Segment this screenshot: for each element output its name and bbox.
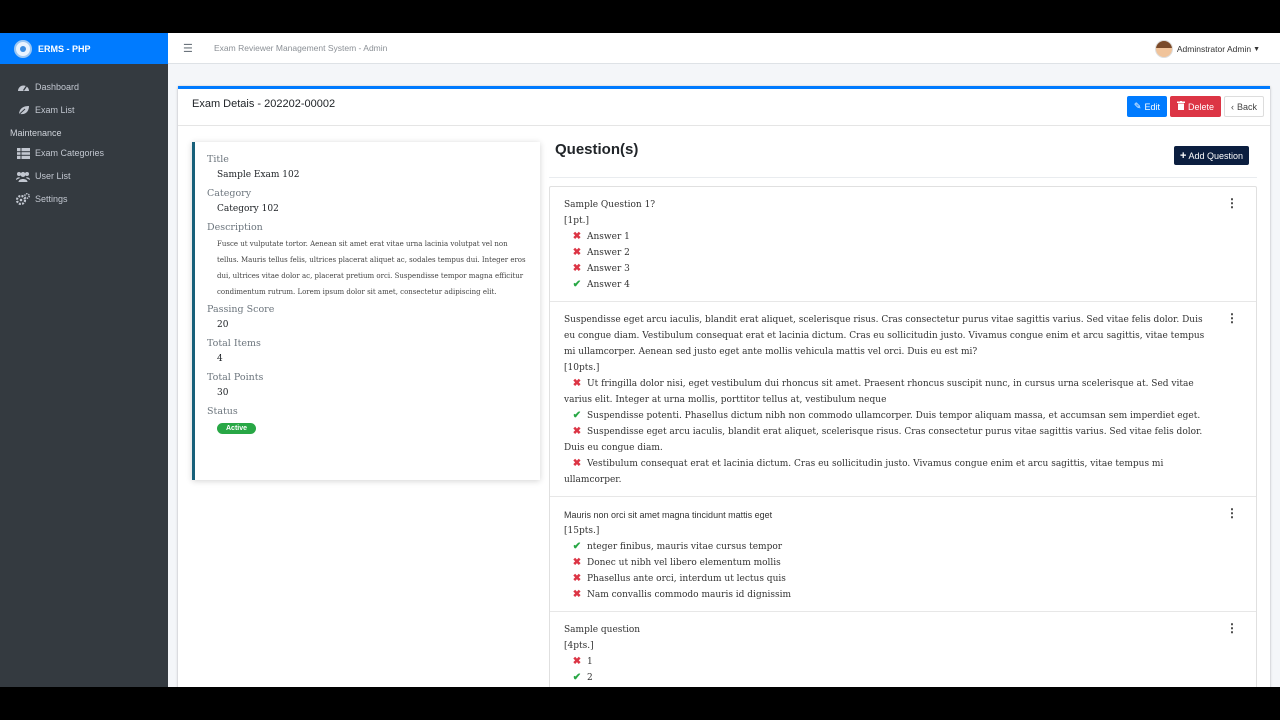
delete-label: Delete bbox=[1187, 101, 1214, 112]
logo-icon bbox=[14, 40, 32, 58]
edit-icon: ✎ bbox=[1133, 101, 1142, 111]
question-points: [15pts.] bbox=[564, 526, 600, 536]
x-icon: ✖ bbox=[572, 231, 582, 242]
question-points: [1pt.] bbox=[564, 216, 589, 226]
sidebar-item-user-list[interactable] bbox=[0, 165, 168, 187]
category-label: Category bbox=[207, 188, 252, 199]
kebab-menu-icon[interactable]: ⋮ bbox=[1226, 311, 1238, 325]
system-title: Exam Reviewer Management System - Admin bbox=[214, 43, 388, 53]
x-icon: ✖ bbox=[572, 426, 582, 437]
sidebar-item-label: User List bbox=[35, 171, 71, 181]
check-icon: ✔ bbox=[572, 410, 582, 421]
x-icon: ✖ bbox=[572, 247, 582, 258]
back-label: Back bbox=[1236, 101, 1257, 112]
x-icon: ✖ bbox=[572, 458, 582, 469]
answer-text: Answer 2 bbox=[587, 248, 630, 258]
question-points: [10pts.] bbox=[564, 363, 600, 373]
dashboard-icon bbox=[16, 81, 30, 93]
x-icon: ✖ bbox=[572, 263, 582, 274]
card-header bbox=[178, 89, 1270, 126]
sidebar-item-label: Exam List bbox=[35, 105, 75, 115]
answer-text: nteger finibus, mauris vitae cursus tempor bbox=[587, 542, 783, 552]
sidebar-item-dashboard[interactable] bbox=[0, 76, 168, 98]
check-icon: ✔ bbox=[572, 672, 582, 683]
sidebar bbox=[0, 33, 168, 687]
exam-info-panel bbox=[192, 142, 540, 480]
answer-item bbox=[564, 587, 1216, 603]
sidebar-item-exam-list[interactable] bbox=[0, 99, 168, 121]
add-question-button[interactable] bbox=[1174, 146, 1249, 165]
description-label: Description bbox=[207, 222, 263, 233]
sidebar-section-maintenance: Maintenance bbox=[10, 128, 62, 138]
top-navbar bbox=[168, 33, 1280, 64]
question-list bbox=[549, 186, 1257, 687]
question-text: Sample Question 1? bbox=[564, 200, 656, 210]
sidebar-item-label: Exam Categories bbox=[35, 148, 105, 158]
title-value: Sample Exam 102 bbox=[217, 170, 300, 180]
exam-details-card bbox=[178, 86, 1270, 687]
description-value: Fusce ut vulputate tortor. Aenean sit amet erat vitae urna lacinia volutpat vel non tellus. Mauris tellus felis, ultrices placerat aliquet ac, sodales tempus dui. Integer eros dui, ultrices vitae dolor ac, placerat pretium orci. Suspendisse tempor magna efficitur condimentum rutrum. Lorem ipsum dolor sit amet, consectetur adipiscing elit. bbox=[217, 240, 526, 296]
status-badge: Active bbox=[217, 423, 256, 434]
trash-icon bbox=[1177, 101, 1185, 112]
leaf-icon bbox=[16, 104, 30, 116]
caret-down-icon: ▼ bbox=[1253, 45, 1260, 53]
gears-icon bbox=[16, 193, 30, 205]
kebab-menu-icon[interactable]: ⋮ bbox=[1226, 621, 1238, 635]
page-title: Exam Detais - 202202-00002 bbox=[192, 98, 336, 110]
app-frame bbox=[0, 33, 1280, 687]
plus-icon: + bbox=[1180, 149, 1187, 162]
question-text: Sample question bbox=[564, 625, 641, 635]
answer-text: Nam convallis commodo mauris id dignissim bbox=[587, 590, 792, 600]
questions-header bbox=[549, 138, 1257, 178]
x-icon: ✖ bbox=[572, 378, 582, 389]
title-label: Title bbox=[207, 154, 229, 165]
answer-item bbox=[564, 670, 1216, 686]
answer-text: Donec ut nibh vel libero elementum mollis bbox=[587, 558, 781, 568]
answer-item bbox=[564, 571, 1216, 587]
question-points: [4pts.] bbox=[564, 641, 594, 651]
users-icon bbox=[16, 170, 30, 182]
delete-button[interactable] bbox=[1170, 96, 1221, 117]
status-label: Status bbox=[207, 406, 238, 417]
total-points-value: 30 bbox=[217, 388, 229, 398]
kebab-menu-icon[interactable]: ⋮ bbox=[1226, 196, 1238, 210]
check-icon: ✔ bbox=[572, 541, 582, 552]
question-text: Mauris non orci sit amet magna tincidunt mattis eget bbox=[564, 510, 773, 520]
answer-text: Suspendisse potenti. Phasellus dictum nibh non commodo ullamcorper. Duis tempor aliquam massa, et accumsan sem imperdiet eget. bbox=[587, 411, 1201, 421]
answer-item bbox=[564, 408, 1216, 424]
answer-text: Ut fringilla dolor nisi, eget vestibulum dui rhoncus sit amet. Praesent rhoncus suscipit nunc, in cursus urna scelerisque at. Sed vitae varius elit. Integer at urna mollis, porttitor tellus at, vestibulum neque bbox=[564, 379, 1194, 405]
passing-score-value: 20 bbox=[217, 320, 229, 330]
chevron-left-icon: ‹ bbox=[1230, 101, 1234, 112]
answer-item bbox=[564, 245, 1216, 261]
card-actions bbox=[1127, 96, 1264, 117]
question-text: Suspendisse eget arcu iaculis, blandit erat aliquet, scelerisque risus. Cras consectetur purus vitae sagittis varius. Sed vitae felis dolor. Duis eu congue diam. Vestibulum consequat erat et lacinia dictum. Cras eu sollicitudin justo. Vivamus congue enim et arcu sagittis, vitae tempus mi ullamcorper. Aenean sed justo eget ante mollis vehicula mattis vel orci. Duis eu est mi? bbox=[564, 315, 1205, 357]
brand[interactable] bbox=[0, 33, 168, 64]
answer-text: 2 bbox=[587, 673, 593, 683]
sidebar-item-label: Dashboard bbox=[35, 82, 80, 92]
total-items-label: Total Items bbox=[207, 338, 261, 349]
total-points-label: Total Points bbox=[207, 372, 264, 383]
answer-text: Answer 4 bbox=[587, 280, 630, 290]
avatar bbox=[1155, 40, 1173, 58]
answer-text: Suspendisse eget arcu iaculis, blandit erat aliquet, scelerisque risus. Cras consectetur purus vitae sagittis varius. Sed vitae felis dolor. Duis eu congue diam. bbox=[564, 427, 1203, 453]
answer-text: 1 bbox=[587, 657, 593, 667]
user-name: Adminstrator Admin bbox=[1176, 44, 1252, 54]
answer-text: Vestibulum consequat erat et lacinia dictum. Cras eu sollicitudin justo. Vivamus congue enim et arcu sagittis, vitae tempus mi ullamcorper. bbox=[564, 459, 1164, 485]
answer-item bbox=[564, 654, 1216, 670]
x-icon: ✖ bbox=[572, 656, 582, 667]
answer-item bbox=[564, 261, 1216, 277]
user-menu[interactable] bbox=[1155, 40, 1260, 58]
sidebar-item-exam-categories[interactable] bbox=[0, 142, 168, 164]
answer-item bbox=[564, 229, 1216, 245]
answer-text: Answer 1 bbox=[587, 232, 630, 242]
edit-button[interactable] bbox=[1127, 96, 1167, 117]
answer-text: Answer 3 bbox=[587, 264, 630, 274]
back-button[interactable] bbox=[1224, 96, 1264, 117]
sidebar-nav bbox=[0, 64, 168, 210]
total-items-value: 4 bbox=[217, 354, 223, 364]
check-icon: ✔ bbox=[572, 279, 582, 290]
answer-text: Phasellus ante orci, interdum ut lectus quis bbox=[587, 574, 786, 584]
questions-heading: Question(s) bbox=[555, 141, 639, 158]
passing-score-label: Passing Score bbox=[207, 304, 275, 315]
question-item bbox=[550, 612, 1256, 687]
x-icon: ✖ bbox=[572, 557, 582, 568]
sidebar-item-label: Settings bbox=[35, 194, 68, 204]
question-item bbox=[550, 497, 1256, 612]
answer-item bbox=[564, 456, 1216, 488]
question-item bbox=[550, 302, 1256, 497]
brand-name: ERMS - PHP bbox=[38, 43, 91, 54]
x-icon: ✖ bbox=[572, 589, 582, 600]
edit-label: Edit bbox=[1144, 101, 1160, 112]
sidebar-item-settings[interactable] bbox=[0, 188, 168, 210]
add-question-label: Add Question bbox=[1188, 150, 1243, 161]
x-icon: ✖ bbox=[572, 573, 582, 584]
answer-item bbox=[564, 539, 1216, 555]
category-value: Category 102 bbox=[217, 204, 279, 214]
answer-item bbox=[564, 424, 1216, 456]
kebab-menu-icon[interactable]: ⋮ bbox=[1226, 506, 1238, 520]
hamburger-icon[interactable]: ☰ bbox=[183, 42, 193, 55]
table-icon bbox=[16, 147, 30, 159]
questions-section bbox=[549, 138, 1257, 683]
answer-item bbox=[564, 277, 1216, 293]
question-item bbox=[550, 187, 1256, 302]
answer-item bbox=[564, 555, 1216, 571]
answer-item bbox=[564, 376, 1216, 408]
